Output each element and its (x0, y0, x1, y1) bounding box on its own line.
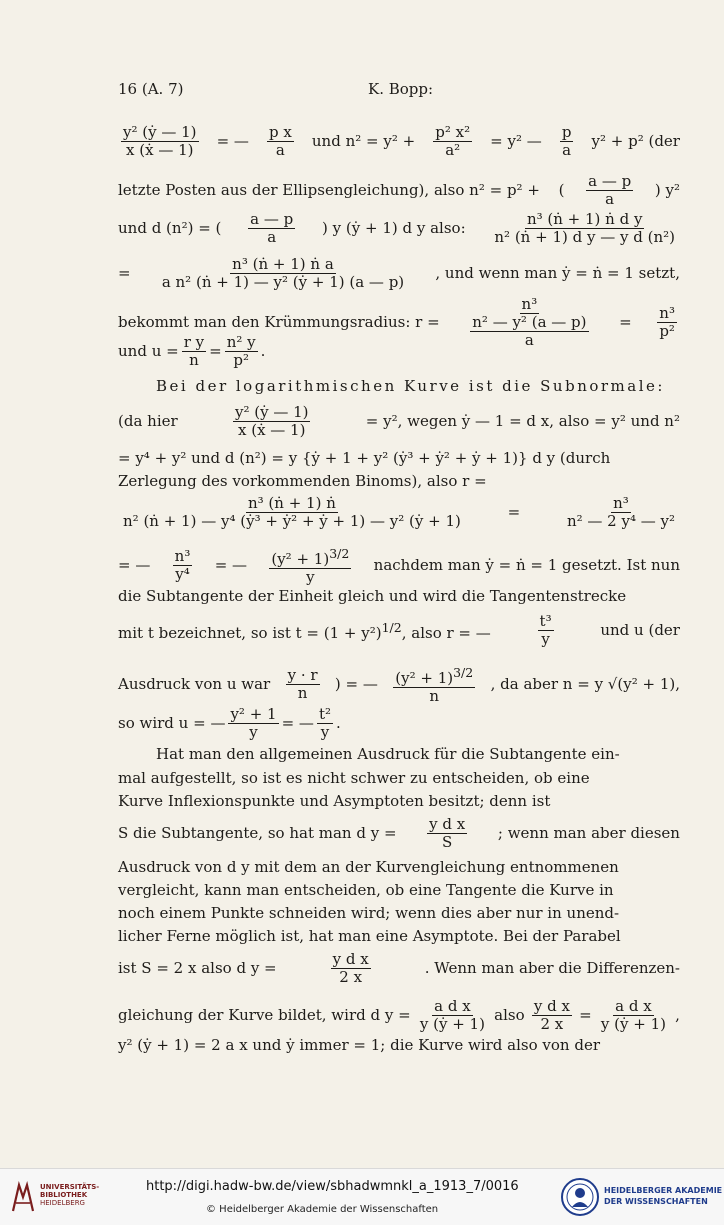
text-line: $\frac{\text{n³ (ṅ + 1) ṅ}}{\text{n² (ṅ + 1) — y⁴ (ẏ³ + ẏ² + ẏ + 1) — y² (ẏ + 1)}}$ = $\frac{\text{n³}}{\text{n² — 2 y⁴ — y²}}$ (123, 493, 675, 530)
text-line: licher Ferne möglich ist, hat man eine Asymptote. Bei der Parabel (118, 927, 621, 945)
library-name: UNIVERSITÄTS- BIBLIOTHEK HEIDELBERG (40, 1183, 100, 1207)
text-line: S die Subtangente, so hat man d y = $\frac{\text{y d x}}{S}$ ; wenn man aber diesen (118, 814, 680, 851)
text-line: mal aufgestellt, so ist es nicht schwer zu entscheiden, ob eine (118, 769, 590, 787)
text-line: so wird u = — $\frac{\text{y² + 1}}{y}$ = — $\frac{\text{t²}}{y}$ . (118, 704, 341, 741)
text-line: Ausdruck von d y mit dem an der Kurvengleichung entnommenen (118, 858, 619, 876)
text-line: bekommt man den Krümmungsradius: r = $\frac{\text{n³}}{\frac{\text{n² — y² (a — p)}}{a}}$ = $\frac{\text{n³}}{\text{p²}}$ (118, 294, 675, 349)
page-reference: 16 (A. 7) (118, 80, 184, 98)
university-library-logo-icon (10, 1181, 36, 1213)
copyright-notice: © Heidelberger Akademie der Wissenschaften (206, 1204, 439, 1215)
text-line: vergleicht, kann man entscheiden, ob eine Tangente die Kurve in (118, 881, 614, 899)
text-line: Bei der logarithmischen Kurve ist die Subnormale: (156, 377, 665, 395)
text-line: mit t bezeichnet, so ist $t = (1 + y^2)^{1/2}$, also r = — $\frac{\text{t³}}{y}$ und u (der (118, 611, 680, 648)
text-line: (da hier $\frac{\text{y² (ẏ — 1)}}{\text{x (ẋ — 1)}}$ = y², wegen ẏ — 1 = d x, also = y² und n² (118, 402, 680, 439)
text-line: = y⁴ + y² und d (n²) = y {ẏ + 1 + y² (ẏ³ + ẏ² + ẏ + 1)} d y (durch (118, 449, 611, 467)
text-line: $\frac{\text{y² (ẏ — 1)}}{\text{x (ẋ — 1)}}$ = — $\frac{\text{p x}}{a}$ und n² = y² + $\frac{\text{p² x²}}{\text{a²}}$ = y² — $\frac{p}{a}$ y² + p² (der (123, 122, 680, 159)
text-line: Zerlegung des vorkommenden Binoms), also r = (118, 472, 487, 490)
text-line: und u = $\frac{\text{r y}}{n}$ = $\frac{\text{n² y}}{\text{p²}}$ . (118, 332, 266, 369)
text-line: Hat man den allgemeinen Ausdruck für die Subtangente ein- (156, 745, 620, 763)
document-url-link[interactable]: http://digi.hadw-bw.de/view/sbhadwmnkl_a_1913_7/0016 (146, 1179, 519, 1194)
text-line: = — $\frac{\text{n³}}{\text{y⁴}}$ = — $\frac{(y^2 + 1)^{3/2}}{y}$ nachdem man ẏ = ṅ = 1 gesetzt. Ist nun (118, 545, 680, 586)
text-line: die Subtangente der Einheit gleich und wird die Tangentenstrecke (118, 587, 627, 605)
text-line: Kurve Inflexionspunkte und Asymptoten besitzt; denn ist (118, 792, 551, 810)
running-head-author: K. Bopp: (368, 80, 434, 98)
academy-seal-icon (560, 1177, 600, 1217)
text-line: gleichung der Kurve bildet, wird d y = $\frac{\text{a d x}}{\text{y (ẏ + 1)}}$ also $\frac{\text{y d x}}{2 x}$ = $\frac{\text{a d x}}{\text{y (ẏ + 1)}}$ , (118, 996, 680, 1033)
academy-name: HEIDELBERGER AKADEMIE DER WISSENSCHAFTEN (604, 1186, 723, 1206)
text-line: und d (n²) = ( $\frac{a — p}{a}$ ) y (ẏ + 1) d y also: $\frac{\text{n³ (ṅ + 1) ṅ d y}}{\text{n² (ṅ + 1) d y — y d (n²)}}$ (118, 209, 675, 246)
text-line: Ausdruck von u war $\frac{y \cdot r}{n}$ ) = — $\frac{(y^2 + 1)^{3/2}}{n}$ , da aber n = y √(y² + 1), (118, 664, 680, 705)
text-line: ist S = 2 x also d y = $\frac{\text{y d x}}{2 x}$ . Wenn man aber die Differenzen- (118, 949, 680, 986)
text-line: y² (ẏ + 1) = 2 a x und ẏ immer = 1; die Kurve wird also von der (118, 1036, 600, 1054)
viewer-footer (0, 1168, 724, 1225)
text-line: letzte Posten aus der Ellipsengleichung), also n² = p² + ( $\frac{a — p}{a}$ ) y² (118, 171, 680, 208)
text-line: = $\frac{\text{n³ (ṅ + 1) ṅ a}}{\text{a n² (ṅ + 1) — y² (ẏ + 1) (a — p)}}$ , und wenn man ẏ = ṅ = 1 setzt, (118, 254, 680, 291)
text-line: noch einem Punkte schneiden wird; wenn dies aber nur in unend- (118, 904, 620, 922)
